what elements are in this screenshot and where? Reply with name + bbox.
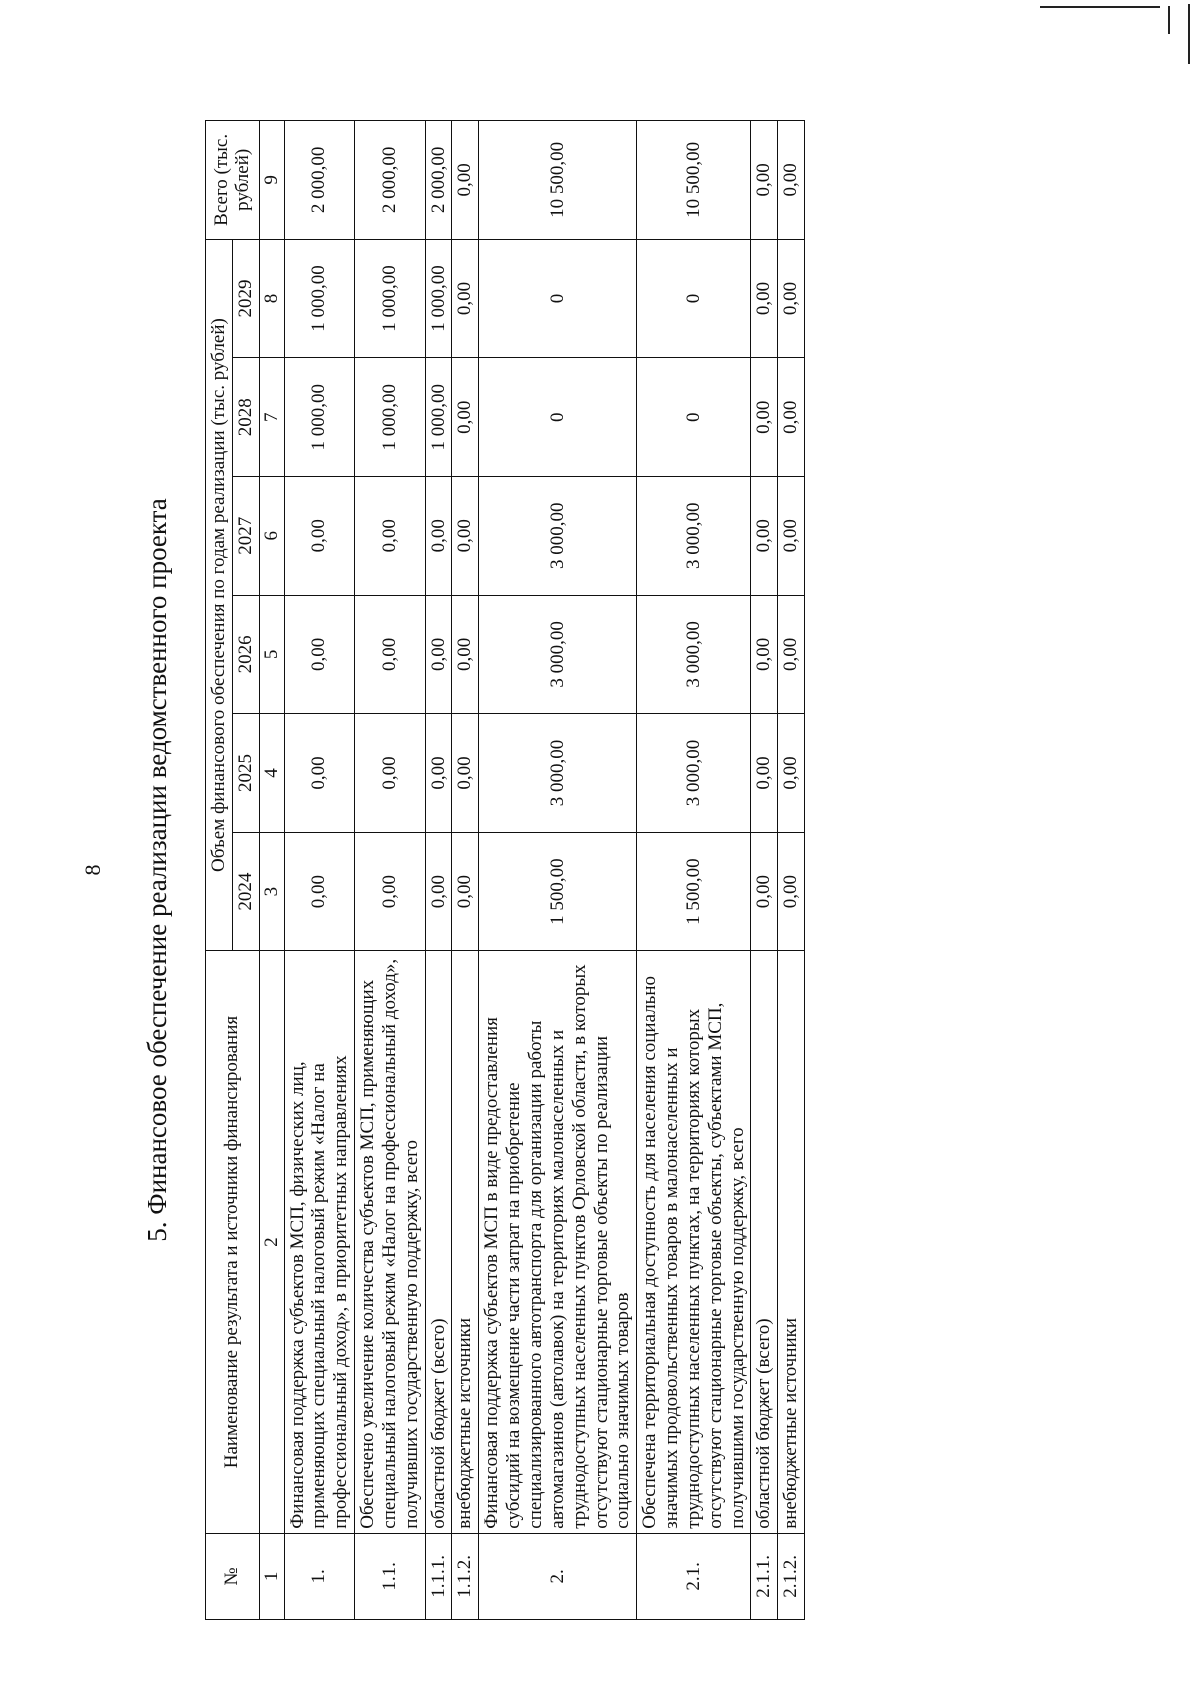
year-value: 0,00	[284, 832, 355, 951]
column-number: 6	[259, 476, 284, 595]
table-row	[452, 121, 479, 1620]
table-row	[751, 121, 778, 1620]
column-number: 1	[259, 1533, 284, 1619]
row-total: 10 500,00	[479, 121, 637, 240]
year-value: 1 000,00	[425, 358, 452, 477]
row-total: 0,00	[778, 121, 805, 240]
year-value: 0,00	[355, 714, 426, 833]
row-number: 1.	[284, 1533, 355, 1619]
scan-line-top	[1040, 6, 1160, 8]
header-years-group: Объем финансового обеспечения по годам реализации (тыс. рублей)	[206, 239, 233, 951]
year-value: 1 000,00	[284, 358, 355, 477]
scan-line-corner	[1168, 6, 1170, 34]
column-numbers-row	[259, 121, 284, 1620]
year-value: 0	[637, 239, 751, 358]
year-value: 0,00	[284, 476, 355, 595]
year-value: 0,00	[778, 358, 805, 477]
year-value: 0,00	[778, 595, 805, 714]
header-year: 2028	[232, 358, 259, 477]
year-value: 0,00	[355, 832, 426, 951]
year-value: 0,00	[425, 595, 452, 714]
row-number: 1.1.2.	[452, 1533, 479, 1619]
year-value: 0,00	[452, 832, 479, 951]
header-total: Всего (тыс. рублей)	[206, 121, 260, 240]
year-value: 0,00	[425, 832, 452, 951]
year-value: 0,00	[284, 714, 355, 833]
column-number: 2	[259, 951, 284, 1533]
table-row	[778, 121, 805, 1620]
year-value: 0	[479, 358, 637, 477]
row-number: 2.1.1.	[751, 1533, 778, 1619]
column-number: 4	[259, 714, 284, 833]
year-value: 0,00	[751, 714, 778, 833]
rotated-content	[10, 50, 1150, 1690]
year-value: 0,00	[284, 595, 355, 714]
scan-line-right	[1188, 4, 1190, 64]
header-year: 2025	[232, 714, 259, 833]
row-total: 0,00	[751, 121, 778, 240]
year-value: 0,00	[355, 595, 426, 714]
year-value: 3 000,00	[479, 476, 637, 595]
row-number: 1.1.1.	[425, 1533, 452, 1619]
row-total: 2 000,00	[425, 121, 452, 240]
table-row	[479, 121, 637, 1620]
table-row	[284, 121, 355, 1620]
row-number: 2.	[479, 1533, 637, 1619]
year-value: 0,00	[452, 595, 479, 714]
table-row	[637, 121, 751, 1620]
header-year: 2027	[232, 476, 259, 595]
year-value: 0	[479, 239, 637, 358]
year-value: 3 000,00	[479, 595, 637, 714]
year-value: 1 000,00	[425, 239, 452, 358]
table-body	[284, 121, 805, 1620]
row-total: 10 500,00	[637, 121, 751, 240]
row-total: 0,00	[452, 121, 479, 240]
year-value: 0,00	[452, 476, 479, 595]
row-name: Обеспечено увеличение количества субъектов МСП, применяющих специальный налоговый режим «Налог на профессиональный доход», получивших государственную поддержку, всего	[355, 951, 426, 1533]
year-value: 0,00	[425, 714, 452, 833]
section-title: 5. Финансовое обеспечение реализации ведомственного проекта	[142, 498, 172, 1242]
header-year: 2026	[232, 595, 259, 714]
year-value: 0	[637, 358, 751, 477]
year-value: 1 000,00	[355, 239, 426, 358]
year-value: 3 000,00	[637, 714, 751, 833]
financing-table	[205, 120, 805, 1620]
column-number: 9	[259, 121, 284, 240]
year-value: 0,00	[751, 595, 778, 714]
table-row	[425, 121, 452, 1620]
row-total: 2 000,00	[355, 121, 426, 240]
year-value: 0,00	[452, 714, 479, 833]
row-name: Обеспечена территориальная доступность для населения социально значимых продовольственных товаров в малонаселенных и труднодоступных населенных пунктах, на территориях которых отсутствуют стационарные торговые объекты, субъектами МСП, получившими государственную поддержку, всего	[637, 951, 751, 1533]
header-name: Наименование результата и источники финансирования	[206, 951, 260, 1533]
row-name: Финансовая поддержка субъектов МСП в виде предоставления субсидий на возмещение части затрат на приобретение специализированного автотранспорта для организации работы автомагазинов (автолавок) на территориях малонаселенных и труднодоступных населенных пунктов Орловской области, в которых отсутствуют стационарные торговые объекты по реализации социально значимых товаров	[479, 951, 637, 1533]
column-number: 5	[259, 595, 284, 714]
row-name: областной бюджет (всего)	[425, 951, 452, 1533]
row-number: 2.1.	[637, 1533, 751, 1619]
year-value: 0,00	[751, 476, 778, 595]
year-value: 3 000,00	[637, 595, 751, 714]
year-value: 0,00	[778, 832, 805, 951]
year-value: 1 500,00	[479, 832, 637, 951]
year-value: 1 000,00	[355, 358, 426, 477]
column-number: 3	[259, 832, 284, 951]
year-value: 0,00	[751, 239, 778, 358]
row-total: 2 000,00	[284, 121, 355, 240]
row-name: Финансовая поддержка субъектов МСП, физических лиц, применяющих специальный налоговый режим «Налог на профессиональный доход», в приоритетных направлениях	[284, 951, 355, 1533]
column-number: 8	[259, 239, 284, 358]
row-name: внебюджетные источники	[778, 951, 805, 1533]
year-value: 0,00	[778, 714, 805, 833]
year-value: 0,00	[751, 358, 778, 477]
year-value: 0,00	[355, 476, 426, 595]
row-name: внебюджетные источники	[452, 951, 479, 1533]
table-row	[355, 121, 426, 1620]
row-name: областной бюджет (всего)	[751, 951, 778, 1533]
year-value: 0,00	[452, 239, 479, 358]
header-year: 2024	[232, 832, 259, 951]
year-value: 3 000,00	[637, 476, 751, 595]
column-number: 7	[259, 358, 284, 477]
year-value: 0,00	[778, 239, 805, 358]
year-value: 0,00	[778, 476, 805, 595]
page-number: 8	[80, 864, 105, 876]
year-value: 1 000,00	[284, 239, 355, 358]
year-value: 1 500,00	[637, 832, 751, 951]
row-number: 2.1.2.	[778, 1533, 805, 1619]
year-value: 0,00	[425, 476, 452, 595]
row-number: 1.1.	[355, 1533, 426, 1619]
year-value: 3 000,00	[479, 714, 637, 833]
header-no: №	[206, 1533, 260, 1619]
header-row	[206, 121, 233, 1620]
header-year: 2029	[232, 239, 259, 358]
year-value: 0,00	[751, 832, 778, 951]
year-value: 0,00	[452, 358, 479, 477]
